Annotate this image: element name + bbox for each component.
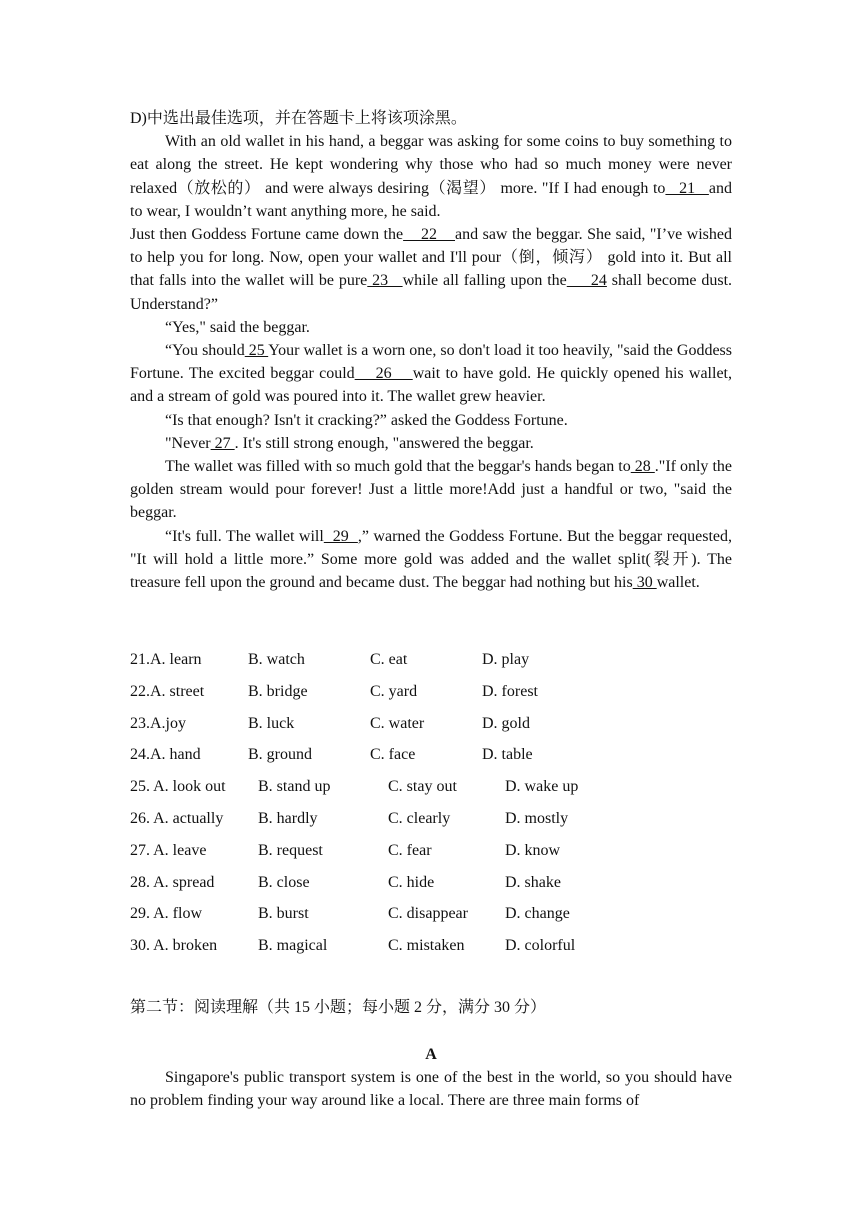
option-d: D. mostly: [505, 809, 569, 827]
question-option-a: 23.A.joy: [130, 714, 186, 732]
option-b: B. bridge: [248, 682, 308, 700]
option-b: B. close: [258, 873, 310, 891]
option-c: C. stay out: [388, 778, 457, 796]
options-list: [130, 648, 750, 966]
option-d: D. shake: [505, 873, 561, 891]
passage-paragraph: [130, 432, 732, 455]
option-c: C. yard: [370, 682, 418, 700]
blank-number: 21: [665, 179, 709, 197]
option-row: [130, 775, 750, 807]
passage-a-text: Singapore's public transport system is one of the best in the world, so you should have no problem finding your way around like a local. There are three main forms of: [130, 1069, 732, 1110]
question-option-a: 26. A. actually: [130, 809, 224, 827]
option-row: [130, 934, 750, 966]
option-b: B. magical: [258, 937, 328, 955]
blank-number: 26: [354, 365, 413, 383]
option-c: C. clearly: [388, 809, 451, 827]
option-b: B. stand up: [258, 778, 331, 796]
passage-text: “Yes," said the beggar.: [165, 318, 310, 336]
blank-number: 30: [632, 574, 657, 592]
passage-paragraph: [130, 339, 732, 409]
option-b: B. hardly: [258, 809, 318, 827]
passage-text: shall become dust. Understand?”: [130, 272, 733, 313]
blank-number: 28: [630, 458, 655, 476]
option-c: C. hide: [388, 873, 435, 891]
passage-text: “You should: [165, 342, 245, 360]
question-option-a: 24.A. hand: [130, 746, 201, 764]
option-row: [130, 680, 750, 712]
passage-paragraph: [130, 316, 732, 339]
option-d: D. play: [482, 651, 530, 668]
option-row: [130, 807, 750, 839]
question-option-a: 21.A. learn: [130, 651, 202, 668]
option-d: D. wake up: [505, 778, 579, 796]
option-d: D. colorful: [505, 937, 576, 955]
intro-line: D)中选出最佳选项，并在答题卡上将该项涂黑。: [130, 110, 467, 127]
passage-text: "Never: [165, 434, 211, 452]
passage-text: Your wallet is a worn one, so don't load it too heavily, "said the Goddess Fortune. The excited beggar could: [130, 342, 732, 383]
question-option-a: 22.A. street: [130, 682, 205, 700]
passage-paragraph: [130, 455, 732, 525]
question-option-a: 30. A. broken: [130, 937, 218, 955]
blank-number: 29: [323, 527, 358, 545]
blank-number: 25: [244, 342, 269, 360]
option-row: [130, 839, 750, 871]
passage-text: The wallet was filled with so much gold that the beggar's hands began to: [165, 458, 631, 476]
cloze-passage: [130, 107, 732, 594]
passage-text: “Is that enough? Isn't it cracking?” asked the Goddess Fortune.: [165, 411, 568, 429]
option-b: B. luck: [248, 714, 295, 732]
passage-paragraph: [130, 525, 732, 595]
option-c: C. disappear: [388, 905, 468, 923]
option-row: [130, 648, 750, 680]
passage-body: [130, 130, 732, 594]
passage-text: wait to have gold. He quickly opened his wallet, and a stream of gold was poured into it. The wallet grew heavier.: [130, 365, 732, 406]
option-row: [130, 871, 750, 903]
passage-paragraph: [130, 409, 732, 432]
option-c: C. face: [370, 746, 416, 764]
option-c: C. eat: [370, 651, 408, 668]
option-row: [130, 902, 750, 934]
option-b: B. request: [258, 841, 323, 859]
passage-text: Just then Goddess Fortune came down the: [130, 226, 404, 244]
passage-paragraph: [130, 130, 732, 223]
passage-paragraph: [130, 223, 732, 316]
blank-number: 24: [566, 272, 607, 290]
passage-text: while all falling upon the: [402, 272, 567, 290]
option-d: D. know: [505, 841, 561, 859]
passage-text: “It's full. The wallet will: [165, 527, 324, 545]
blank-number: 23: [367, 272, 403, 290]
passage-text: and saw the beggar. She said, "I’ve wished to help you for long. Now, open your wallet and I'll pour（倒，倾泻） gold into it. But all that falls into the wallet will be pure: [130, 226, 732, 290]
question-option-a: 25. A. look out: [130, 778, 226, 796]
option-c: C. water: [370, 714, 425, 732]
option-row: [130, 712, 750, 744]
option-d: D. gold: [482, 714, 530, 732]
option-b: B. watch: [248, 651, 305, 668]
option-d: D. table: [482, 746, 533, 764]
passage-text: ,” warned the Goddess Fortune. But the beggar requested, "It will hold a little more.” Some more gold was added and the wallet split(裂开). The treasure fell upon the ground and became dust. The beggar had nothing but his: [130, 527, 732, 592]
section-title: 第二节：阅读理解（共 15 小题；每小题 2 分，满分 30 分）: [130, 999, 547, 1016]
question-option-a: 28. A. spread: [130, 873, 215, 891]
option-c: C. mistaken: [388, 937, 465, 955]
question-option-a: 27. A. leave: [130, 841, 207, 859]
option-c: C. fear: [388, 841, 432, 859]
blank-number: 22: [403, 226, 456, 244]
option-d: D. change: [505, 905, 570, 923]
option-b: B. ground: [248, 746, 312, 764]
question-option-a: 29. A. flow: [130, 905, 202, 923]
passage-text: With an old wallet in his hand, a beggar was asking for some coins to buy something to eat along the street. He kept wondering why those who had so much money were never relaxed（放松的） and were always desiring（渴望） more. "If I had enough to: [130, 133, 732, 197]
passage-a-heading: A: [425, 1046, 437, 1063]
option-b: B. burst: [258, 905, 309, 923]
option-row: [130, 743, 750, 775]
passage-text: wallet.: [656, 574, 700, 592]
passage-text: and to wear, I wouldn’t want anything more, he said.: [130, 179, 732, 220]
blank-number: 27: [210, 434, 235, 452]
option-d: D. forest: [482, 682, 538, 700]
passage-text: . It's still strong enough, "answered the beggar.: [234, 434, 534, 452]
passage-text: ."If only the golden stream would pour forever! Just a little more!Add just a handful or two, "said the beggar.: [130, 458, 733, 522]
